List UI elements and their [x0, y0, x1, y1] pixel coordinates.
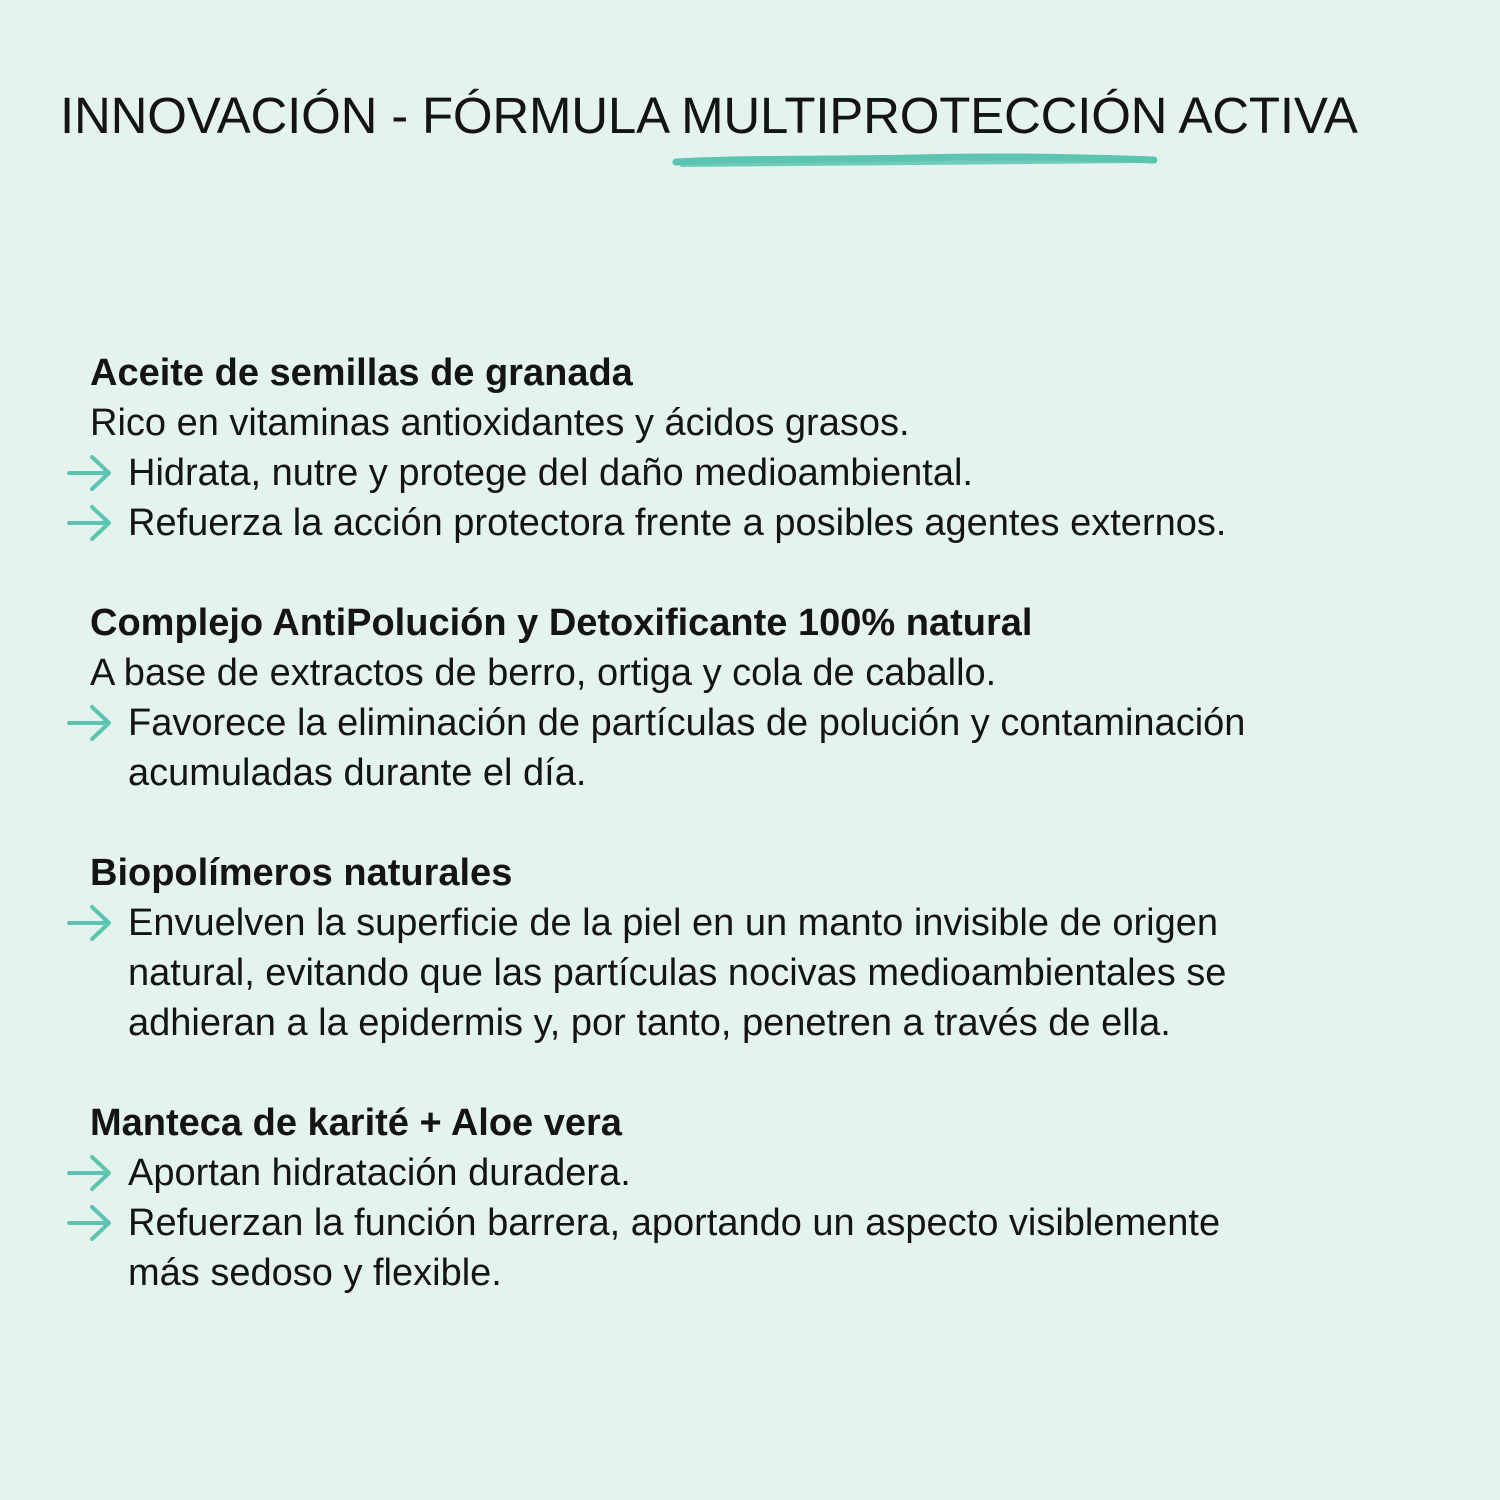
bullet-item: [90, 698, 1460, 798]
bullet-text: Favorece la eliminación de partículas de polución y contaminación: [128, 702, 1246, 744]
bullet-item: [90, 1148, 1460, 1198]
section-heading: Manteca de karité + Aloe vera: [90, 1102, 622, 1144]
page-title: INNOVACIÓN - FÓRMULA MULTIPROTECCIÓN ACTIVA: [60, 87, 1358, 144]
section-pomegranate-oil: [90, 348, 1460, 548]
bullet-text: Refuerza la acción protectora frente a posibles agentes externos.: [128, 502, 1227, 544]
bullet-item: [90, 498, 1460, 548]
bullet-text: Aportan hidratación duradera.: [128, 1152, 631, 1194]
arrow-right-icon: [66, 1152, 114, 1194]
bullet-item: [90, 448, 1460, 498]
section-description: A base de extractos de berro, ortiga y cola de caballo.: [90, 652, 997, 694]
bullet-list: [90, 698, 1460, 798]
bullet-text: más sedoso y flexible.: [128, 1252, 502, 1294]
bullet-text: Hidrata, nutre y protege del daño medioambiental.: [128, 452, 973, 494]
bullet-list: [90, 898, 1460, 1048]
arrow-right-icon: [66, 452, 114, 494]
bullet-text: Envuelven la superficie de la piel en un manto invisible de origen: [128, 902, 1219, 944]
arrow-right-icon: [66, 502, 114, 544]
bullet-item: [90, 1198, 1460, 1298]
arrow-right-icon: [66, 1202, 114, 1244]
bullet-text: natural, evitando que las partículas nocivas medioambientales se: [128, 952, 1227, 994]
section-antipollution-complex: [90, 598, 1460, 798]
section-description: Rico en vitaminas antioxidantes y ácidos grasos.: [90, 402, 910, 444]
section-shea-aloe: [90, 1098, 1460, 1298]
section-heading: Complejo AntiPolución y Detoxificante 100% natural: [90, 602, 1033, 644]
bullet-text: adhieran a la epidermis y, por tanto, penetren a través de ella.: [128, 1002, 1171, 1044]
bullet-list: [90, 448, 1460, 548]
section-heading: Biopolímeros naturales: [90, 852, 513, 894]
bullet-text: Refuerzan la función barrera, aportando un aspecto visiblemente: [128, 1202, 1221, 1244]
section-biopolymers: [90, 848, 1460, 1048]
arrow-right-icon: [66, 702, 114, 744]
bullet-text: acumuladas durante el día.: [128, 752, 587, 794]
arrow-right-icon: [66, 902, 114, 944]
bullet-list: [90, 1148, 1460, 1298]
bullet-item: [90, 898, 1460, 1048]
title-brush-underline: [672, 152, 1158, 172]
section-heading: Aceite de semillas de granada: [90, 352, 633, 394]
